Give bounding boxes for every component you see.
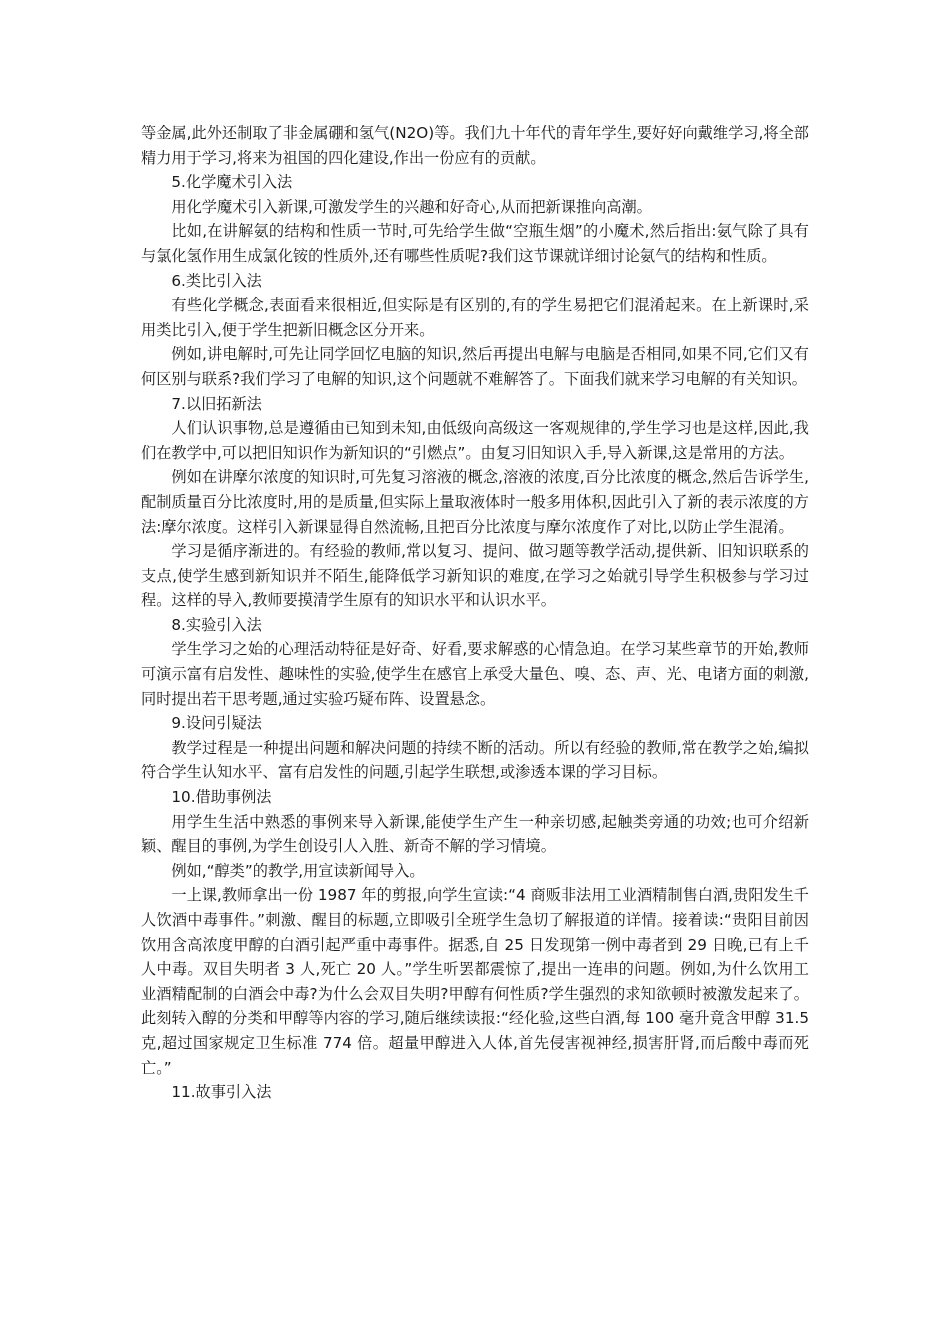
section-heading: 7.以旧拓新法 bbox=[171, 394, 262, 413]
body-paragraph: 人们认识事物,总是遵循由已知到未知,由低级向高级这一客观规律的,学生学习也是这样,因此,我们在教学中,可以把旧知识作为新知识的“引燃点”。由复习旧知识入手,导入新课,这是常用的方法。 bbox=[141, 419, 809, 462]
body-paragraph: 例如在讲摩尔浓度的知识时,可先复习溶液的概念,溶液的浓度,百分比浓度的概念,然后告诉学生,配制质量百分比浓度时,用的是质量,但实际上量取液体时一般多用体积,因此引入了新的表示浓度的方法:摩尔浓度。这样引入新课显得自然流畅,且把百分比浓度与摩尔浓度作了对比,以防止学生混淆。 bbox=[141, 468, 809, 536]
section-heading: 8.实验引入法 bbox=[171, 615, 262, 634]
body-paragraph: 有些化学概念,表面看来很相近,但实际是有区别的,有的学生易把它们混淆起来。在上新课时,采用类比引入,便于学生把新旧概念区分开来。 bbox=[141, 296, 809, 339]
section-heading: 6.类比引入法 bbox=[171, 271, 262, 290]
body-paragraph: 用学生生活中熟悉的事例来导入新课,能使学生产生一种亲切感,起触类旁通的功效;也可介绍新颖、醒目的事例,为学生创设引人入胜、新奇不解的学习情境。 bbox=[141, 812, 809, 856]
section-heading: 10.借助事例法 bbox=[171, 788, 272, 807]
body-paragraph: 用化学魔术引入新课,可激发学生的兴趣和好奇心,从而把新课推向高潮。 bbox=[171, 197, 652, 216]
document-page bbox=[141, 121, 809, 1105]
body-paragraph: 等金属,此外还制取了非金属硼和氢气(N2O)等。我们九十年代的青年学生,要好好向戴维学习,将全部精力用于学习,将来为祖国的四化建设,作出一份应有的贡献。 bbox=[141, 124, 809, 167]
body-paragraph: 一上课,教师拿出一份 1987 年的剪报,向学生宣读:“4 商贩非法用工业酒精制售白酒,贵阳发生千人饮酒中毒事件。”刺激、醒目的标题,立即吸引全班学生急切了解报道的详情。接着读:“贵阳目前因饮用含高浓度甲醇的白酒引起严重中毒事件。据悉,自 25 日发现第一例中毒者到 29 日晚,已有上千人中毒。双目失明者 3 人,死亡 20 人。”学生听罢都震惊了,提出一连串的问题。例如,为什么饮用工业酒精配制的白酒会中毒?为什么会双目失明?甲醇有何性质?学生强烈的求知欲顿时被激发起来了。此刻转入醇的分类和甲醇等内容的学习,随后继续读报:“经化验,这些白酒,每 100 毫升竟含甲醇 31.5 克,超过国家规定卫生标准 774 倍。超量甲醇进入人体,首先侵害视神经,损害肝肾,而后酸中毒而死亡。” bbox=[141, 886, 809, 1077]
body-paragraph: 比如,在讲解氨的结构和性质一节时,可先给学生做“空瓶生烟”的小魔术,然后指出:氨气除了具有与氯化氢作用生成氯化铵的性质外,还有哪些性质呢?我们这节课就详细讨论氨气的结构和性质。 bbox=[141, 222, 809, 265]
body-paragraph: 学习是循序渐进的。有经验的教师,常以复习、提问、做习题等教学活动,提供新、旧知识联系的支点,使学生感到新知识并不陌生,能降低学习新知识的难度,在学习之始就引导学生积极参与学习过程。这样的导入,教师要摸清学生原有的知识水平和认识水平。 bbox=[141, 542, 809, 610]
section-heading: 5.化学魔术引入法 bbox=[171, 173, 293, 192]
body-paragraph: 学生学习之始的心理活动特征是好奇、好看,要求解惑的心情急迫。在学习某些章节的开始,教师可演示富有启发性、趣味性的实验,使学生在感官上承受大量色、嗅、态、声、光、电诸方面的刺激,同时提出若干思考题,通过实验巧疑布阵、设置悬念。 bbox=[141, 640, 809, 708]
body-paragraph: 例如,讲电解时,可先让同学回忆电脑的知识,然后再提出电解与电脑是否相同,如果不同,它们又有何区别与联系?我们学习了电解的知识,这个问题就不难解答了。下面我们就来学习电解的有关知识。 bbox=[141, 345, 809, 388]
section-heading: 11.故事引入法 bbox=[171, 1083, 272, 1102]
body-paragraph: 例如,“醇类”的教学,用宣读新闻导入。 bbox=[171, 861, 425, 880]
section-heading: 9.设问引疑法 bbox=[171, 714, 262, 733]
body-paragraph: 教学过程是一种提出问题和解决问题的持续不断的活动。所以有经验的教师,常在教学之始,编拟符合学生认知水平、富有启发性的问题,引起学生联想,或渗透本课的学习目标。 bbox=[141, 738, 809, 782]
